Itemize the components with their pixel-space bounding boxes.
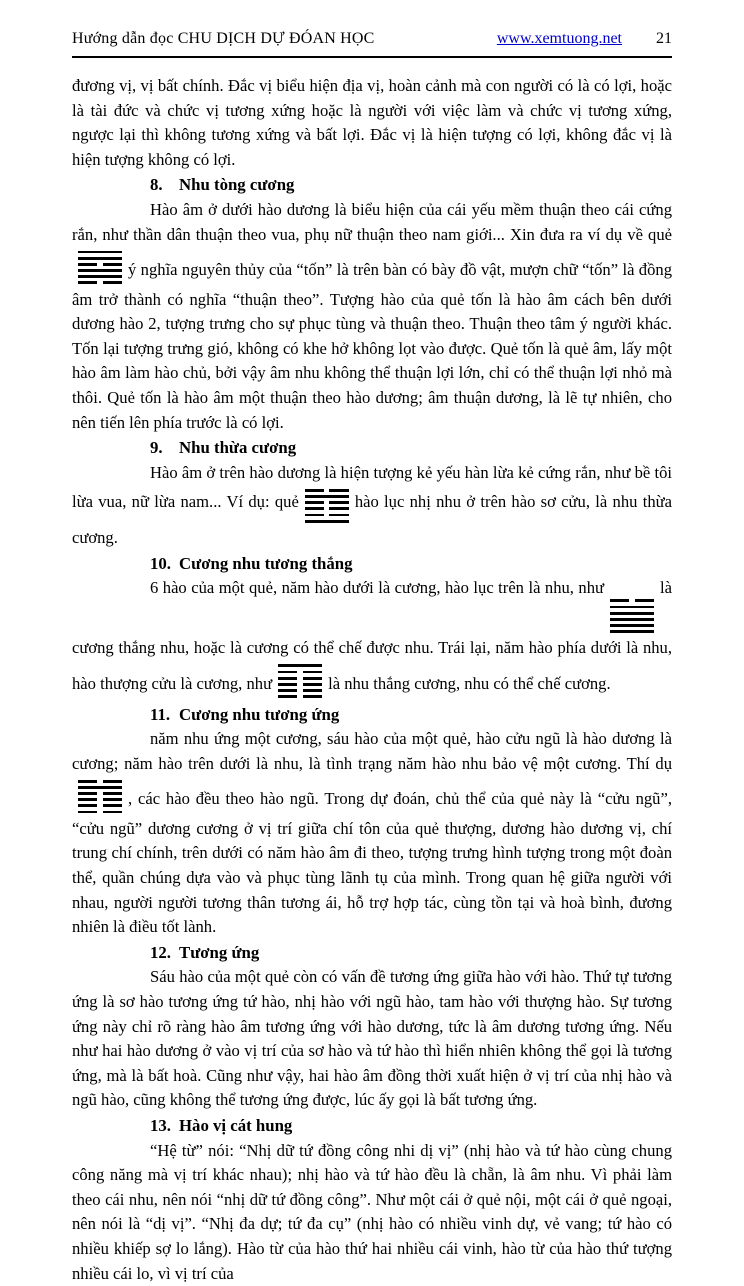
hexagram-line-broken xyxy=(78,780,122,783)
section-number: 11. xyxy=(150,704,171,724)
document-body xyxy=(72,74,672,1286)
section-number: 12. xyxy=(150,942,171,962)
section-title: Cương nhu tương ứng xyxy=(179,704,340,724)
hexagram-line-broken xyxy=(305,507,349,510)
hexagram-line-broken xyxy=(278,689,322,692)
section-title: Nhu tòng cương xyxy=(179,175,295,195)
hexagram-line-broken xyxy=(78,798,122,801)
section-heading xyxy=(150,436,672,461)
section-heading xyxy=(150,173,672,198)
paragraph: 6 hào của một quẻ, năm hào dưới là cương, hào lục trên là nhu, như là cương thắng nhu, hoặc là cương có thể chế được nhu. Trái lại, năm hào phía dưới là nhu, hào thượng cửu là cương, như là nhu thắng cương, nhu có thể chế cương. xyxy=(72,576,672,701)
hexagram-line-broken xyxy=(305,501,349,504)
header-title: Hướng dẫn đọc CHU DỊCH DỰ ĐÓAN HỌC xyxy=(72,30,375,47)
hexagram-line-broken xyxy=(610,599,654,602)
hexagram-line-broken xyxy=(278,695,322,698)
section-heading xyxy=(150,941,672,966)
hexagram-line-solid xyxy=(610,618,654,621)
section-number: 9. xyxy=(150,438,163,458)
hexagram-truan-icon xyxy=(305,485,349,526)
hexagram-line-broken xyxy=(305,489,349,492)
hexagram-line-broken xyxy=(278,671,322,674)
hexagram-line-solid xyxy=(610,624,654,627)
section-number: 13. xyxy=(150,1115,171,1135)
section-heading xyxy=(150,1114,672,1139)
hexagram-line-solid xyxy=(278,664,322,667)
hexagram-ty-icon xyxy=(78,776,122,817)
section-heading xyxy=(150,552,672,577)
hexagram-line-broken xyxy=(78,792,122,795)
header-link[interactable]: www.xemtuong.net xyxy=(496,30,622,47)
paragraph: Hào âm ở dưới hào dương là biểu hiện của cái yếu mềm thuận theo cái cứng rắn, như thần dân thuận theo vua, phụ nữ thuận theo nam giới... Xin đưa ra ví dụ về quẻ ý nghĩa nguyên thủy của “tốn” là trên bàn có bày đồ vật, mượn chữ “tốn” là đồng âm trở thành có nghĩa “thuận theo”. Tượng hào của quẻ tốn là hào âm cách bên dưới dương hào 2, tượng trưng cho sự phục tùng và thuận theo. Thuận theo tâm ý người khác. Tốn lại tượng trưng gió, không có khe hở không lọt vào được. Quẻ tốn là quẻ âm, lấy một hào âm làm hào chủ, bởi vậy âm nhu không thể thuận lợi lớn, chỉ có thể thuận lợi nhỏ mà thôi. Quẻ tốn là hào âm một thuận theo hào dương; âm thuận dương, là lẽ tự nhiên, cho nên tiến lên phía trước là có lợi. xyxy=(72,199,672,432)
paragraph: năm nhu ứng một cương, sáu hào của một quẻ, hào cửu ngũ là hào dương là cương; năm hào trên dưới là nhu, là tình trạng năm hào nhu bảo vệ một cương. Thí dụ , các hào đều theo hào ngũ. Trong dự đoán, chủ thể của quẻ này là “cửu ngũ”, “cửu ngũ” dương cương ở vị trí giữa chí tôn của quẻ thượng, dương hào dương vị, chí trung chí chính, trên dưới có năm hào âm đi theo, tượng trưng hình tượng trong một đoàn thể, quần chúng dựa vào và phục tùng lãnh tụ của mình. Trong quan hệ giữa người với nhau, người người tương thân tương ái, hỗ trợ hợp tác, cùng tồn tại và hoà bình, đương nhiên là điều tốt lành. xyxy=(72,729,672,937)
hexagram-line-solid xyxy=(78,257,122,260)
section-title: Tương ứng xyxy=(179,942,260,962)
section-title: Nhu thừa cương xyxy=(179,438,297,458)
hexagram-ton-icon xyxy=(78,247,122,288)
hexagram-bac-icon xyxy=(278,661,322,702)
hexagram-quai-icon xyxy=(610,596,654,637)
section-heading xyxy=(150,703,672,728)
paragraph: Hào âm ở trên hào dương là hiện tượng kẻ yếu hàn lừa kẻ cứng rắn, như bề tôi lừa vua, nữ lừa nam... Ví dụ: quẻ hào lục nhị nhu ở trên hào sơ cửu, là nhu thừa cương. xyxy=(72,462,672,547)
page-header xyxy=(72,30,672,58)
hexagram-line-broken xyxy=(78,281,122,284)
hexagram-line-solid xyxy=(610,630,654,633)
hexagram-line-solid xyxy=(78,251,122,254)
hexagram-line-broken xyxy=(278,683,322,686)
hexagram-line-solid xyxy=(78,786,122,789)
hexagram-line-solid xyxy=(305,495,349,498)
section-number: 8. xyxy=(150,175,163,195)
hexagram-line-solid xyxy=(78,269,122,272)
paragraph: Sáu hào của một quẻ còn có vấn đề tương ứng giữa hào với hào. Thứ tự tương ứng là sơ hào tương ứng tứ hào, nhị hào với ngũ hào, tam hào với thượng hào. Sự tương ứng này chỉ rõ ràng hào âm tương ứng với hào dương, tức là âm dương tương ứng. Nếu như hai hào dương ở vào vị trí của sơ hào và tứ hào thì hiển nhiên không thể gọi là tương ứng, mà là bất hoà. Cũng như vậy, hai hào âm đồng thời xuất hiện ở vị trí của nhị hào và ngũ hào, cũng không thể tương ứng được, lúc ấy gọi là bất tương ứng. xyxy=(72,967,672,1110)
hexagram-line-broken xyxy=(78,804,122,807)
page-number: 21 xyxy=(656,30,672,47)
hexagram-line-solid xyxy=(610,612,654,615)
hexagram-line-broken xyxy=(78,811,122,814)
section-title: Hào vị cát hung xyxy=(179,1115,293,1135)
paragraph: “Hệ từ” nói: “Nhị dữ tứ đồng công nhi dị vị” (nhị hào và tứ hào cùng chung công năng mà vị trí khác nhau); nhị hào và tứ hào đều là chẵn, là âm nhu. Vì phải làm theo cái nhu, nên nói “nhị dữ tứ đồng công”. Như một cái ở quẻ nội, một cái ở quẻ ngoại, nên nói là “dị vị”. “Nhị đa dự; tứ đa cụ” (nhị hào có nhiều vinh dự, vẻ vang; tứ hào có nhiều khiếp sợ lo lắng). Hào từ của hào thứ hai nhiều cái vinh, hào từ của hào thứ tượng nhiều cái lo, vì vị trí của xyxy=(72,1140,672,1283)
hexagram-line-broken xyxy=(78,263,122,266)
hexagram-line-broken xyxy=(305,514,349,517)
hexagram-line-broken xyxy=(278,677,322,680)
hexagram-line-solid xyxy=(305,520,349,523)
paragraph: đương vị, vị bất chính. Đắc vị biểu hiện địa vị, hoàn cảnh mà con người có là có lợi, hoặc là tài đức và chức vị tương xứng hoặc là người với việc làm và chức vị tương xứng, ngược lại thì không tương xứng và bất lợi. Đắc vị là hiện tượng có lợi, không đắc vị là hiện tượng không có lợi. xyxy=(72,76,672,169)
hexagram-line-solid xyxy=(610,606,654,609)
section-number: 10. xyxy=(150,553,171,573)
hexagram-line-solid xyxy=(78,275,122,278)
section-title: Cương nhu tương thắng xyxy=(179,553,353,573)
header-right xyxy=(497,30,672,48)
